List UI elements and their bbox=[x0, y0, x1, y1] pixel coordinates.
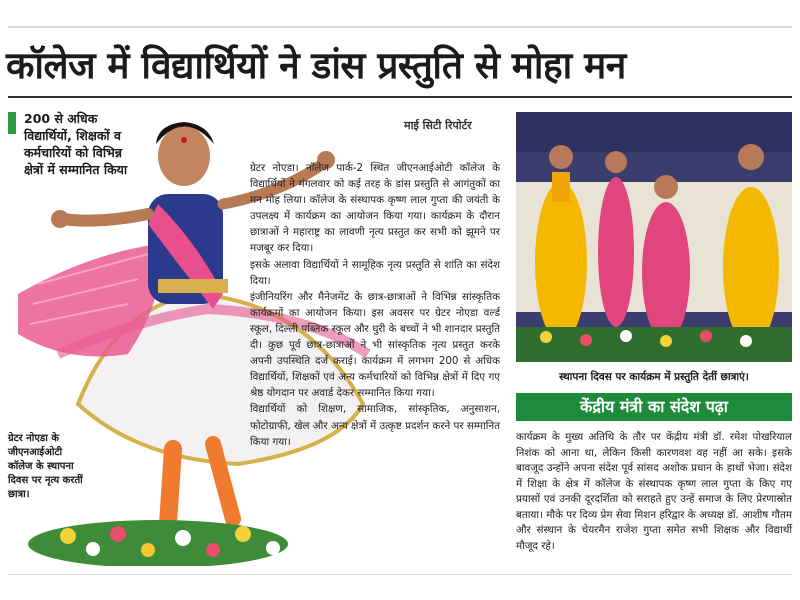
article-paragraph: इसके अलावा विद्यार्थियों ने सामूहिक नृत्य प्रस्तुति से शांति का संदेश दिया। bbox=[250, 258, 500, 287]
headline-rule bbox=[8, 96, 792, 98]
headline: कॉलेज में विद्यार्थियों ने डांस प्रस्तुति से मोहा मन bbox=[6, 44, 626, 87]
byline: माई सिटी रिपोर्टर bbox=[404, 119, 472, 132]
photo-caption-right: स्थापना दिवस पर कार्यक्रम में प्रस्तुति देतीं छात्राएं। bbox=[559, 371, 749, 383]
top-rule bbox=[8, 26, 792, 28]
article-paragraph: ग्रेटर नोएडा। नॉलेज पार्क-2 स्थित जीएनआईओटी कॉलेज के विद्यार्थियों ने मंगलवार को कई तरह के डांस प्रस्तुति से आगंतुकों का मन मोह लिया। कॉलेज के संस्थापक कृष्ण लाल गुप्ता की जयंती के उपलक्ष्य में कार्यक्रम का आयोजन किया गया। कार्यक्रम के दौरान छात्राओं ने महाराष्ट्र का लावणी नृत्य प्रस्तुत कर सभी को झूमने पर मजबूर कर दिया। bbox=[250, 162, 500, 255]
article-paragraph: विद्यार्थियों को शिक्षण, सामाजिक, सांस्कृतिक, अनुसाशन, फोटोग्राफी, खेल और अन्य क्षेत्रों में उत्कृष्ट प्रदर्शन करने पर सम्मानित किया गया। bbox=[250, 403, 500, 448]
bottom-rule bbox=[8, 574, 792, 575]
pull-quote: 200 से अधिक विद्यार्थियों, शिक्षकों व कर्मचारियों को विभिन्न क्षेत्रों में सम्मानित किया bbox=[24, 111, 128, 177]
photo-caption-left: ग्रेटर नोएडा के जीएनआईओटी कॉलेज के स्थापना दिवस पर नृत्य करतीं छात्रा। bbox=[8, 433, 83, 500]
quote-accent-bar bbox=[8, 112, 16, 134]
article-body bbox=[250, 160, 500, 450]
subheading: केंद्रीय मंत्री का संदेश पढ़ा bbox=[516, 393, 792, 421]
group-dance-photo bbox=[516, 112, 792, 362]
article-paragraph: इंजीनियरिंग और मैनेजमेंट के छात्र-छात्राओं ने विभिन्न सांस्कृतिक कार्यक्रमों का आयोजन किया। इस अवसर पर ग्रेटर नोएडा वर्ल्ड स्कूल, दिल्ली पब्लिक स्कूल और धुरी के बच्चों ने भी शानदार प्रस्तुति दी। कुछ पूर्व छात्र-छात्राओं ने भी सांस्कृतिक नृत्य प्रस्तुत करके अपनी उपस्थिति दर्ज कराई। कार्यक्रम में लगभग 200 से अधिक विद्यार्थियों, शिक्षकों एवं अन्य कर्मचारियों को विभिन्न क्षेत्रों में दिए गए श्रेष्ठ योगदान पर अवार्ड देकर सम्मानित किया गया। bbox=[250, 290, 500, 400]
article-body-bottom: कार्यक्रम के मुख्य अतिथि के तौर पर केंद्रीय मंत्री डॉ. रमेश पोखरियाल निशंक को आना था, लेकिन किसी कारणवश वह नहीं आ सके। इसके बावजूद उन्होंने अपना संदेश पूर्व सांसद अशोक प्रधान के हाथों भेजा। संदेश में शिक्षा के क्षेत्र में कॉलेज के संस्थापक कृष्ण लाल गुप्ता के किए गए प्रयासों एवं उनकी दूरदर्शिता को सराहते हुए उन्हें समाज के लिए प्रेरणास्रोत बताया। मौके पर दिव्य प्रेम सेवा मिशन हरिद्वार के अध्यक्ष डॉ. आशीष गौतम और संस्थान के चेयरमैन राजेश गुप्ता समेत सभी शिक्षक और विद्यार्थी मौजूद रहे। bbox=[516, 431, 792, 552]
